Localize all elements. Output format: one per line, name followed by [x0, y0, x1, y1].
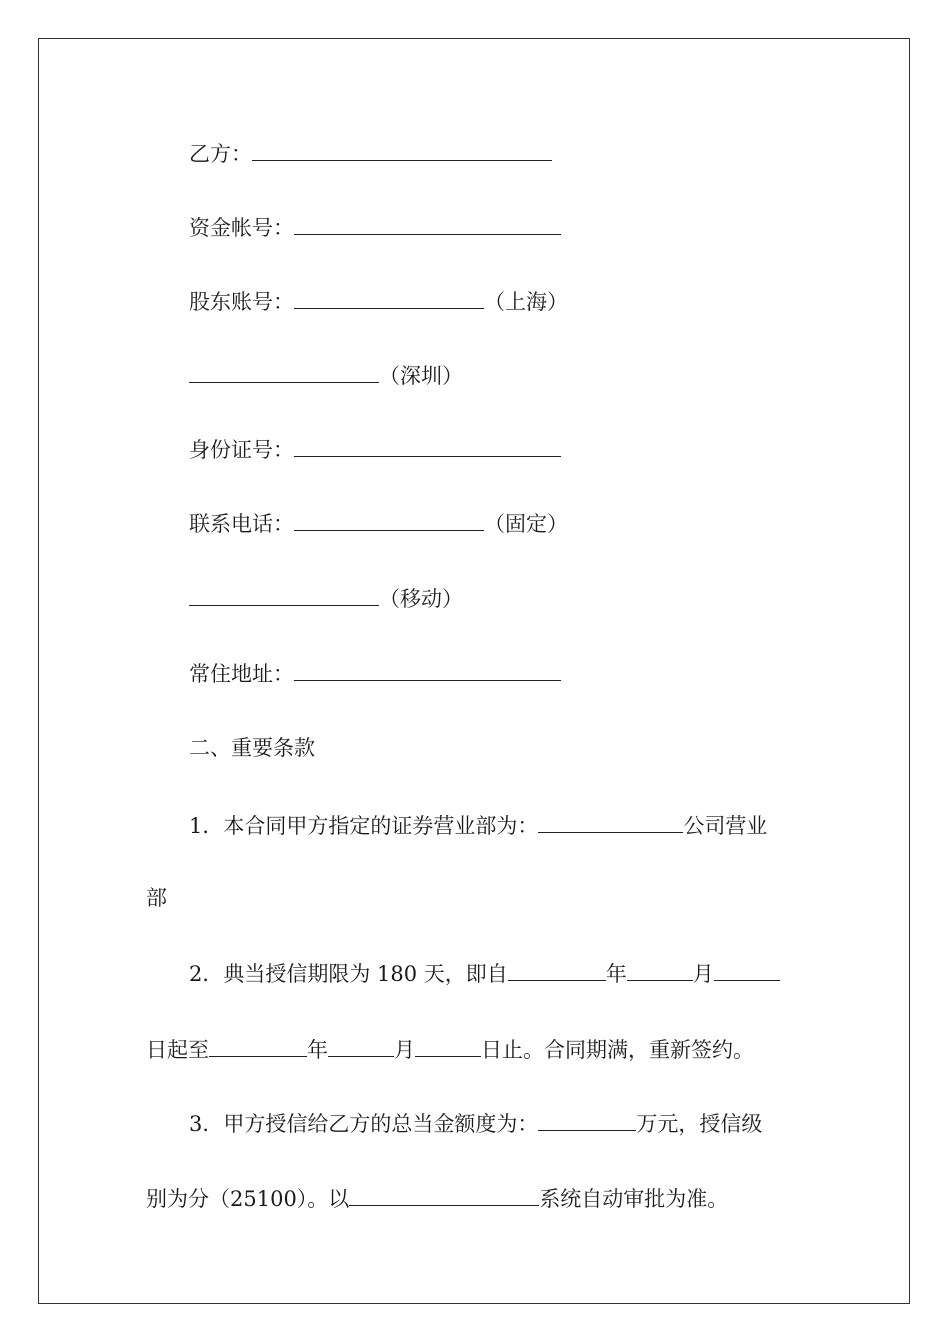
phone-fixed-blank[interactable] — [294, 510, 484, 531]
end-day-blank[interactable] — [415, 1036, 481, 1057]
mobile-row — [189, 585, 463, 612]
clause-3-line-2 — [146, 1185, 728, 1212]
shareholder-shenzhen-blank[interactable] — [189, 362, 379, 383]
party-b-name-blank[interactable] — [252, 140, 552, 161]
fixed-note: （固定） — [484, 512, 568, 536]
fund-account-label: 资金帐号： — [189, 216, 294, 240]
system-name-blank[interactable] — [349, 1185, 539, 1206]
credit-amount-blank[interactable] — [538, 1110, 636, 1131]
fund-account-row — [189, 214, 561, 241]
fund-account-blank[interactable] — [294, 214, 561, 235]
phone-row — [189, 510, 568, 537]
shanghai-note: （上海） — [484, 290, 568, 314]
clause-2-end-text: 日止。合同期满，重新签约。 — [481, 1038, 754, 1062]
clause-1-text: 1．本合同甲方指定的证券营业部为： — [189, 814, 539, 838]
shareholder-account-row — [189, 288, 568, 315]
start-month-label: 月 — [692, 962, 714, 986]
clause-3-text: 3．甲方授信给乙方的总当金额度为： — [189, 1112, 539, 1136]
party-b-name-label: 乙方： — [189, 142, 252, 166]
end-year-blank[interactable] — [209, 1036, 307, 1057]
address-blank[interactable] — [294, 660, 561, 681]
end-year-label: 年 — [307, 1038, 328, 1062]
clause-2-from-text: 日起至 — [146, 1038, 209, 1062]
shenzhen-note: （深圳） — [379, 364, 463, 388]
end-month-blank[interactable] — [328, 1036, 394, 1057]
start-year-label: 年 — [605, 962, 627, 986]
clause-3-line-1 — [189, 1110, 762, 1137]
clause-1-line-1 — [189, 812, 767, 839]
shareholder-shanghai-blank[interactable] — [294, 288, 484, 309]
mobile-note: （移动） — [379, 587, 463, 611]
clause-2-text: 2．典当授信期限为 180 天，即自 — [189, 962, 508, 986]
clause-1-branch-blank[interactable] — [538, 812, 683, 833]
clause-2-line-1 — [189, 960, 780, 987]
phone-mobile-blank[interactable] — [189, 585, 379, 606]
end-month-label: 月 — [394, 1038, 415, 1062]
id-number-blank[interactable] — [294, 436, 561, 457]
clause-3-unit-text: 万元，授信级 — [636, 1112, 763, 1136]
phone-label: 联系电话： — [189, 512, 294, 536]
start-year-blank[interactable] — [508, 960, 606, 981]
clause-1-line-2: 部 — [146, 886, 167, 910]
clause-2-line-2 — [146, 1036, 754, 1063]
id-number-row — [189, 436, 561, 463]
address-label: 常住地址： — [189, 662, 294, 686]
id-number-label: 身份证号： — [189, 438, 294, 462]
section-heading: 二、重要条款 — [189, 736, 315, 760]
party-b-name-row — [189, 140, 552, 167]
shareholder-shenzhen-row — [189, 362, 463, 389]
shareholder-account-label: 股东账号： — [189, 290, 294, 314]
clause-3-level-text: 别为分（25100）。以 — [146, 1187, 350, 1211]
clause-3-end-text: 系统自动审批为准。 — [539, 1187, 729, 1211]
clause-1-suffix: 公司营业 — [683, 814, 768, 838]
start-month-blank[interactable] — [627, 960, 693, 981]
start-day-blank[interactable] — [714, 960, 780, 981]
address-row — [189, 660, 561, 687]
